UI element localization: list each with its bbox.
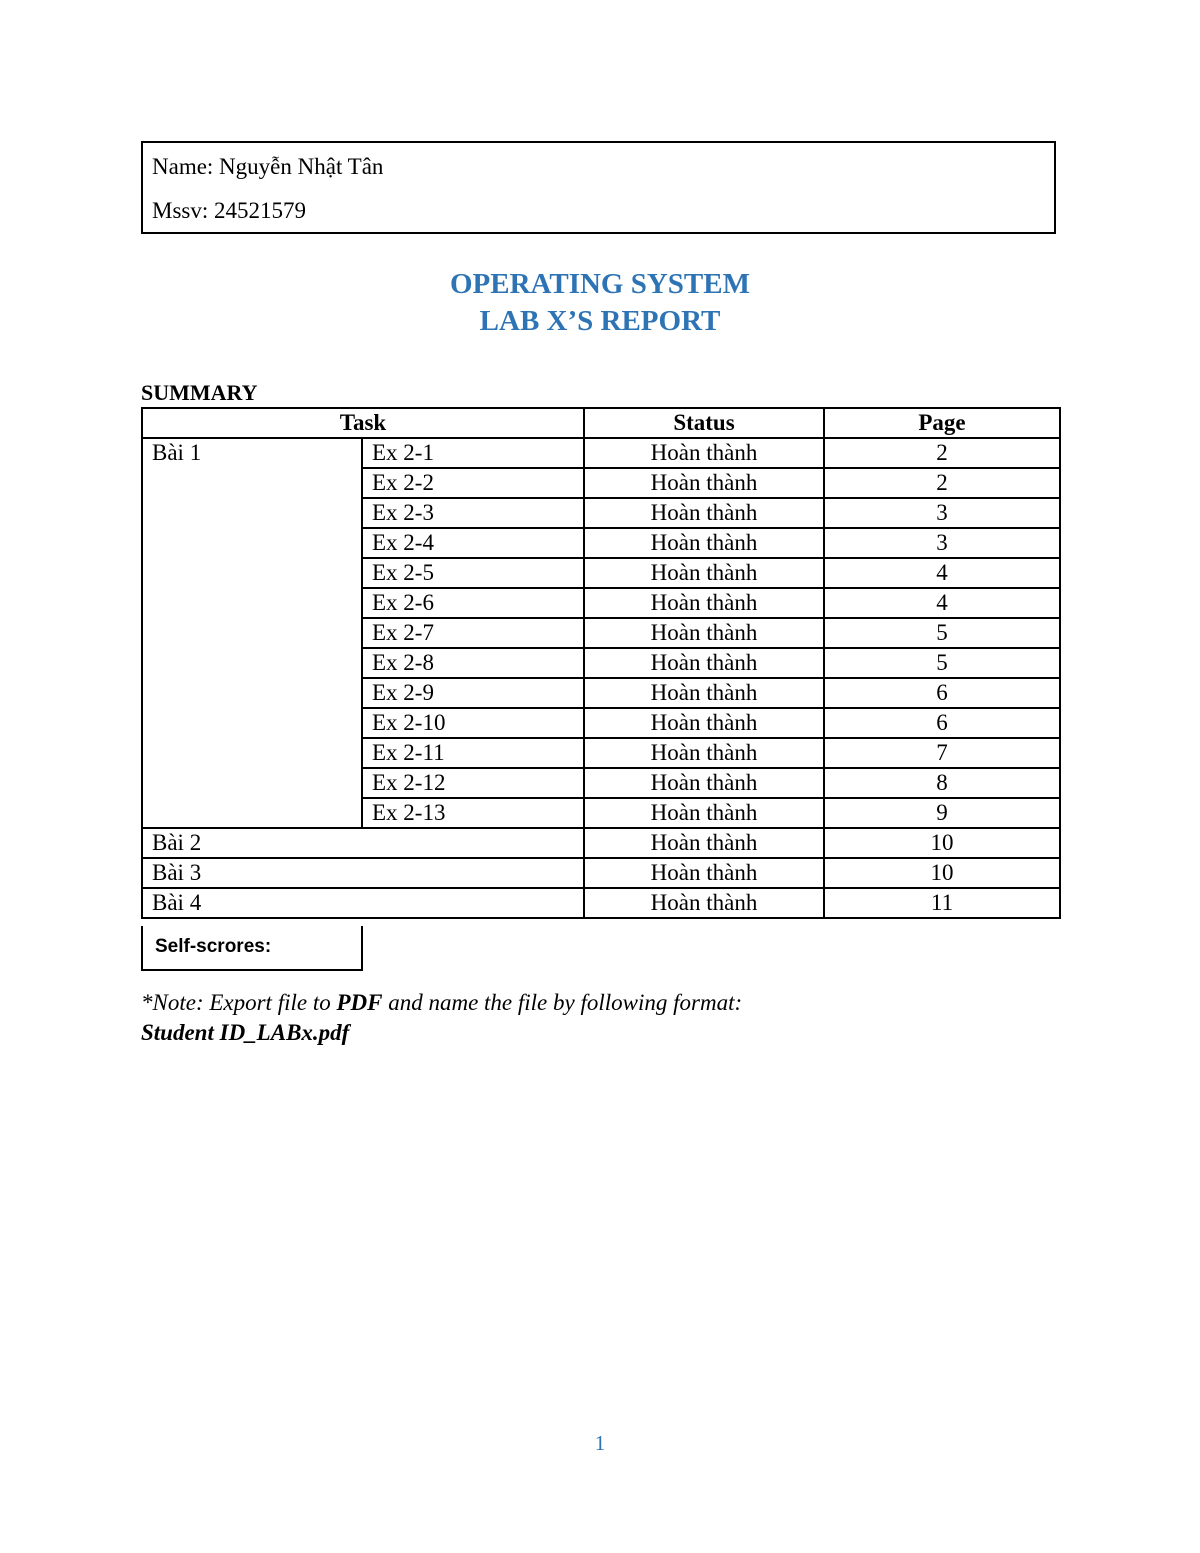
student-name: Name: Nguyễn Nhật Tân [152,154,384,179]
status-cell: Hoàn thành [584,708,824,738]
subtask-cell: Ex 2-8 [362,648,584,678]
subtask-cell: Ex 2-10 [362,708,584,738]
page-cell: 2 [824,438,1060,468]
page-cell: 7 [824,738,1060,768]
subtask-cell: Ex 2-13 [362,798,584,828]
page-cell: 9 [824,798,1060,828]
note-filename-format: Student ID_LABx.pdf [141,1020,350,1045]
subtask-cell: Ex 2-7 [362,618,584,648]
page-cell: 10 [824,828,1060,858]
note-pdf-emphasis: PDF [336,990,383,1015]
note-suffix: and name the file by following format: [382,990,743,1015]
summary-heading: SUMMARY [141,380,258,405]
header-task: Task [142,408,584,438]
page-cell: 10 [824,858,1060,888]
subtask-cell: Ex 2-11 [362,738,584,768]
subtask-cell: Ex 2-5 [362,558,584,588]
subtask-cell: Ex 2-9 [362,678,584,708]
table-row [142,438,1060,468]
status-cell: Hoàn thành [584,768,824,798]
report-title-line-1: OPERATING SYSTEM [450,268,750,300]
subtask-cell: Ex 2-12 [362,768,584,798]
page-cell: 6 [824,678,1060,708]
status-cell: Hoàn thành [584,438,824,468]
self-scores-label: Self-scrores: [155,936,272,957]
status-cell: Hoàn thành [584,498,824,528]
note-prefix: *Note: Export file to [141,990,337,1015]
task-cell: Bài 4 [142,888,584,918]
subtask-cell: Ex 2-4 [362,528,584,558]
page-cell: 11 [824,888,1060,918]
table-row [142,858,1060,888]
status-cell: Hoàn thành [584,558,824,588]
status-cell: Hoàn thành [584,678,824,708]
status-cell: Hoàn thành [584,618,824,648]
table-row [142,888,1060,918]
self-scores-box [141,926,363,971]
page-cell: 3 [824,528,1060,558]
status-cell: Hoàn thành [584,738,824,768]
page-number: 1 [594,1431,606,1455]
header-page: Page [824,408,1060,438]
page-cell: 8 [824,768,1060,798]
report-title-line-2: LAB X’S REPORT [479,305,721,337]
student-id: Mssv: 24521579 [152,198,306,223]
student-info-box [141,141,1056,234]
table-header-row [142,408,1060,438]
task-cell: Bài 3 [142,858,584,888]
page-cell: 3 [824,498,1060,528]
page-cell: 2 [824,468,1060,498]
status-cell: Hoàn thành [584,888,824,918]
subtask-cell: Ex 2-2 [362,468,584,498]
page-cell: 6 [824,708,1060,738]
status-cell: Hoàn thành [584,588,824,618]
summary-table-body [142,438,1060,918]
table-row [142,828,1060,858]
page-cell: 5 [824,648,1060,678]
task-cell: Bài 2 [142,828,584,858]
status-cell: Hoàn thành [584,648,824,678]
page-cell: 4 [824,558,1060,588]
task-group-cell: Bài 1 [142,438,362,828]
status-cell: Hoàn thành [584,528,824,558]
status-cell: Hoàn thành [584,798,824,828]
status-cell: Hoàn thành [584,468,824,498]
subtask-cell: Ex 2-6 [362,588,584,618]
export-note [141,988,742,1018]
subtask-cell: Ex 2-1 [362,438,584,468]
header-status: Status [584,408,824,438]
subtask-cell: Ex 2-3 [362,498,584,528]
page-cell: 5 [824,618,1060,648]
summary-table [141,407,1061,919]
status-cell: Hoàn thành [584,828,824,858]
page-cell: 4 [824,588,1060,618]
status-cell: Hoàn thành [584,858,824,888]
